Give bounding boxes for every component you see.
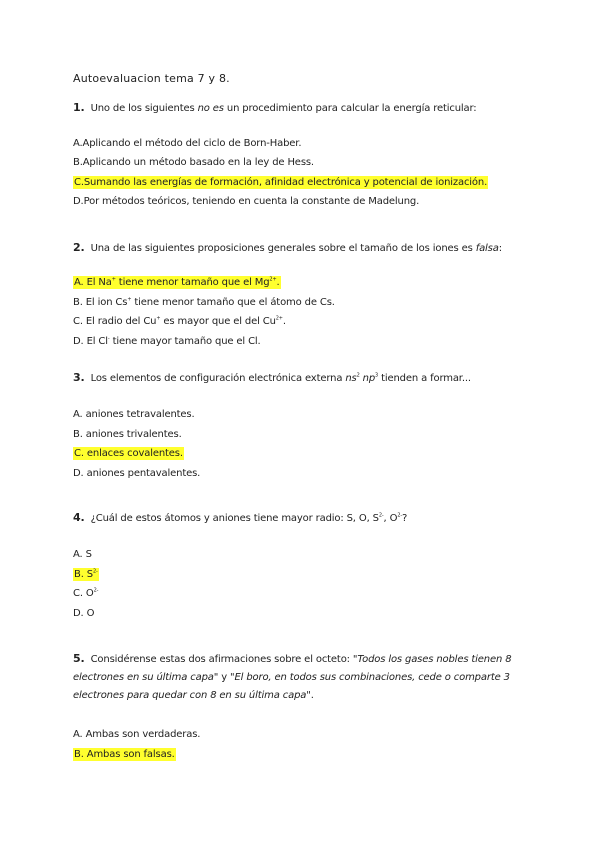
question-5: 5. Considérense estas dos afirmaciones sobre el octeto: "Todos los gases nobles tienen 8 electrones en su última capa" y "El boro, en todos sus combinaciones, cede o comparte 3 electrones para quedar con 8 en su última capa". [73, 652, 512, 701]
q4-option-b-correct: B. $S^{2-}$ [74, 568, 98, 580]
q5-option-b-correct: B. Ambas son falsas. [74, 749, 175, 760]
q1-option-a: A.Aplicando el método del ciclo de Born-Haber. [73, 138, 302, 149]
q1-option-d: D.Por métodos teóricos, teniendo en cuenta la constante de Madelung. [73, 196, 420, 207]
q2-option-a-correct: A. El Na+ tiene menor tamaño que el $Mg^{2+}$. [74, 276, 280, 288]
q4-option-a: A. S [73, 549, 92, 560]
q1-option-b: B.Aplicando un método basado en la ley de Hess. [73, 157, 314, 168]
question-number: 3. [73, 371, 85, 384]
q5-option-a: A. Ambas son verdaderas. [73, 729, 201, 740]
q3-option-d: D. aniones pentavalentes. [73, 468, 201, 479]
q2-option-d: D. El Cl- tiene mayor tamaño que el Cl. [73, 335, 261, 347]
q4-option-d: D. O [73, 608, 95, 619]
question-3: 3. Los elementos de configuración electrónica externa $ns^2$ $np^3$ tienden a formar... [73, 371, 471, 384]
question-number: 4. [73, 511, 85, 524]
question-2: 2. Una de las siguientes proposiciones generales sobre el tamaño de los iones es falsa: [73, 241, 502, 254]
question-4: 4. ¿Cuál de estos átomos y aniones tiene mayor radio: S, O, $S^{2-}$, $O^{2-}$? [73, 511, 408, 524]
document-title: Autoevaluacion tema 7 y 8. [73, 72, 230, 85]
q3-option-b: B. aniones trivalentes. [73, 429, 182, 440]
question-number: 2. [73, 241, 85, 254]
question-1: 1. Uno de los siguientes no es un procedimiento para calcular la energía reticular: [73, 101, 477, 114]
q2-option-c: C. El radio del Cu+ es mayor que el del $Cu^{2+}$. [73, 315, 286, 327]
question-number: 5. [73, 652, 85, 665]
q2-option-b: B. El ion Cs+ tiene menor tamaño que el átomo de Cs. [73, 296, 335, 308]
q1-option-c-correct: C.Sumando las energías de formación, afinidad electrónica y potencial de ionización. [74, 177, 488, 188]
question-number: 1. [73, 101, 85, 114]
q3-option-a: A. aniones tetravalentes. [73, 409, 195, 420]
q4-option-c: C. $O^{2-}$ [73, 587, 99, 599]
q3-option-c-correct: C. enlaces covalentes. [74, 448, 183, 459]
